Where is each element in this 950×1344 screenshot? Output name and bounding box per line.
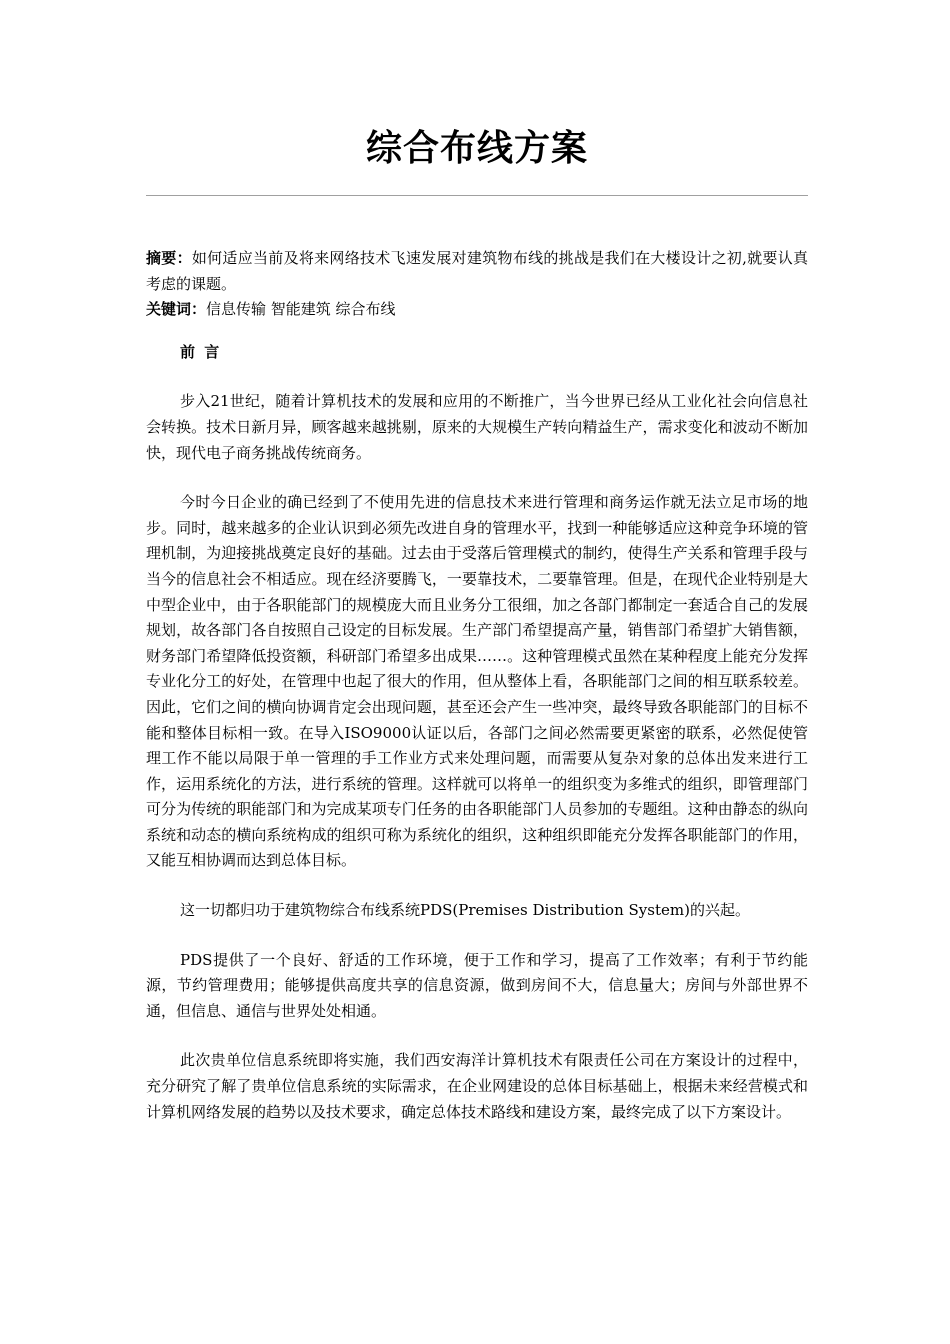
keywords-text: 信息传输 智能建筑 综合布线	[206, 300, 396, 319]
keywords-label: 关键词：	[146, 300, 207, 319]
paragraph: 今时今日企业的确已经到了不使用先进的信息技术来进行管理和商务运作就无法立足市场的地步。同时，越来越多的企业认识到必须先改进自身的管理水平，找到一种能够适应这种竞争环境的管理机制，为迎接挑战奠定良好的基础。过去由于受落后管理模式的制约，使得生产关系和管理手段与当今的信息社会不相适应。现在经济要腾飞，一要靠技术，二要靠管理。但是，在现代企业特别是大中型企业中，由于各职能部门的规模庞大而且业务分工很细，加之各部门都制定一套适合自己的发展规划，故各部门各自按照自己设定的目标发展。生产部门希望提高产量，销售部门希望扩大销售额，财务部门希望降低投资额，科研部门希望多出成果……。这种管理模式虽然在某种程度上能充分发挥专业化分工的好处，在管理中也起了很大的作用，但从整体上看，各职能部门之间的相互联系较差。因此，它们之间的横向协调肯定会出现问题，甚至还会产生一些冲突，最终导致各职能部门的目标不能和整体目标相一致。在导入ISO9000认证以后，各部门之间必然需要更紧密的联系，必然促使管理工作不能以局限于单一管理的手工作业方式来处理问题，而需要从复杂对象的总体出发来进行工作，运用系统化的方法，进行系统的管理。这样就可以将单一的组织变为多维式的组织，即管理部门可分为传统的职能部门和为完成某项专门任务的由各职能部门人员参加的专题组。这种由静态的纵向系统和动态的横向系统构成的组织可称为系统化的组织，这种组织即能充分发挥各职能部门的作用，又能互相协调而达到总体目标。	[146, 493, 808, 870]
title-divider	[146, 195, 808, 196]
document-title: 综合布线方案	[365, 128, 588, 169]
paragraph: 此次贵单位信息系统即将实施，我们西安海洋计算机技术有限责任公司在方案设计的过程中，充分研究了解了贵单位信息系统的实际需求，在企业网建设的总体目标基础上，根据未来经营模式和计算机网络发展的趋势以及技术要求，确定总体技术路线和建设方案，最终完成了以下方案设计。	[146, 1051, 808, 1121]
paragraph: 这一切都归功于建筑物综合布线系统PDS(Premises Distribution System)的兴起。	[180, 901, 750, 920]
document-body	[146, 246, 808, 1125]
preface-heading: 前 言	[180, 342, 222, 361]
abstract-label: 摘要：	[146, 249, 192, 267]
keywords	[146, 297, 808, 323]
paragraph: PDS提供了一个良好、舒适的工作环境，便于工作和学习，提高了工作效率；有利于节约能源，节约管理费用；能够提供高度共享的信息资源，做到房间不大，信息量大；房间与外部世界不通，但信息、通信与世界处处相通。	[146, 950, 808, 1020]
abstract	[146, 246, 808, 297]
paragraph: 步入21世纪，随着计算机技术的发展和应用的不断推广，当今世界已经从工业化社会向信息社会转换。技术日新月异，顾客越来越挑剔，原来的大规模生产转向精益生产，需求变化和波动不断加快，现代电子商务挑战传统商务。	[146, 392, 808, 462]
abstract-text: 如何适应当前及将来网络技术飞速发展对建筑物布线的挑战是我们在大楼设计之初,就要认真考虑的课题。	[146, 249, 808, 293]
